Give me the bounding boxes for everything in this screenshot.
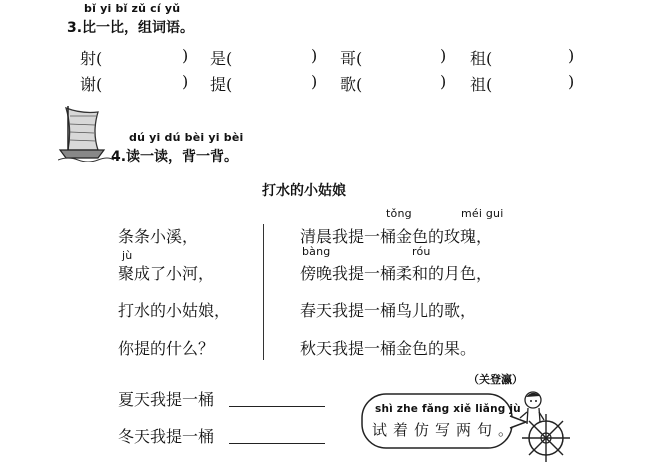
q3-item-6: 提( <box>210 75 233 94</box>
q3-close-7: ) <box>440 72 447 91</box>
q4-pinyin: dú yi dú bèi yi bèi <box>129 131 244 144</box>
q3-item-3: 哥( <box>340 49 363 68</box>
poem-left-line-2: 聚成了小河， <box>118 264 215 283</box>
q3-item-5: 谢( <box>80 75 103 94</box>
q3-item-2: 是( <box>210 49 233 68</box>
poem-right-pinyin-meigui: méi gui <box>461 207 504 220</box>
q3-close-4: ) <box>568 46 575 65</box>
poem-title: 打水的小姑娘 <box>262 183 346 199</box>
q3-char: 祖 <box>470 75 487 94</box>
q3-close-8: ) <box>568 72 575 91</box>
q3-char: 谢 <box>80 75 97 94</box>
q3-item-1: 射( <box>80 49 103 68</box>
poem-right-pinyin-tong: tǒng <box>386 207 412 220</box>
q3-char: 歌 <box>340 75 357 94</box>
q4-title: 4.读一读，背一背。 <box>111 149 239 165</box>
poem-right-line-2: 傍晚我提一桶柔和的月色， <box>300 264 493 283</box>
q3-close-3: ) <box>440 46 447 65</box>
practice-line-1-blank[interactable] <box>229 406 325 407</box>
q3-item-4: 租( <box>470 49 493 68</box>
poem-right-pinyin-bang: bàng <box>302 245 331 258</box>
q3-item-8: 祖( <box>470 75 493 94</box>
q3-close-2: ) <box>311 46 318 65</box>
bubble-pinyin: shì zhe fǎng xiě liǎng jù <box>375 403 521 415</box>
poem-left-pinyin-1: jù <box>122 249 133 262</box>
practice-line-2-blank[interactable] <box>229 443 325 444</box>
q3-close-5: ) <box>182 72 189 91</box>
practice-line-1-text: 夏天我提一桶 <box>118 390 215 409</box>
poem-left-line-1: 条条小溪， <box>118 227 199 246</box>
poem-author: （关登瀛） <box>468 373 523 386</box>
q3-pinyin: bǐ yi bǐ zǔ cí yǔ <box>84 2 181 15</box>
poem-right-line-1: 清晨我提一桶金色的玫瑰， <box>300 227 493 246</box>
poem-left-line-4: 你提的什么？ <box>118 339 215 358</box>
q3-item-7: 歌( <box>340 75 363 94</box>
poem-divider <box>263 224 264 360</box>
sailboat-icon <box>58 104 114 162</box>
q3-close-6: ) <box>311 72 318 91</box>
q3-char: 哥 <box>340 49 357 68</box>
bubble-text: 试着仿写两句。 <box>372 421 520 439</box>
q3-char: 提 <box>210 75 227 94</box>
poem-right-line-3: 春天我提一桶鸟儿的歌， <box>300 301 477 320</box>
poem-right-pinyin-rou: róu <box>412 245 431 258</box>
q3-char: 射 <box>80 49 97 68</box>
poem-left-line-3: 打水的小姑娘， <box>118 301 231 320</box>
q3-title: 3.比一比，组词语。 <box>67 20 195 36</box>
q3-char: 租 <box>470 49 487 68</box>
q3-close-1: ) <box>182 46 189 65</box>
q3-char: 是 <box>210 49 227 68</box>
poem-right-line-4: 秋天我提一桶金色的果。 <box>300 339 477 358</box>
child-wheel-icon <box>518 388 578 464</box>
practice-line-2-text: 冬天我提一桶 <box>118 427 215 446</box>
